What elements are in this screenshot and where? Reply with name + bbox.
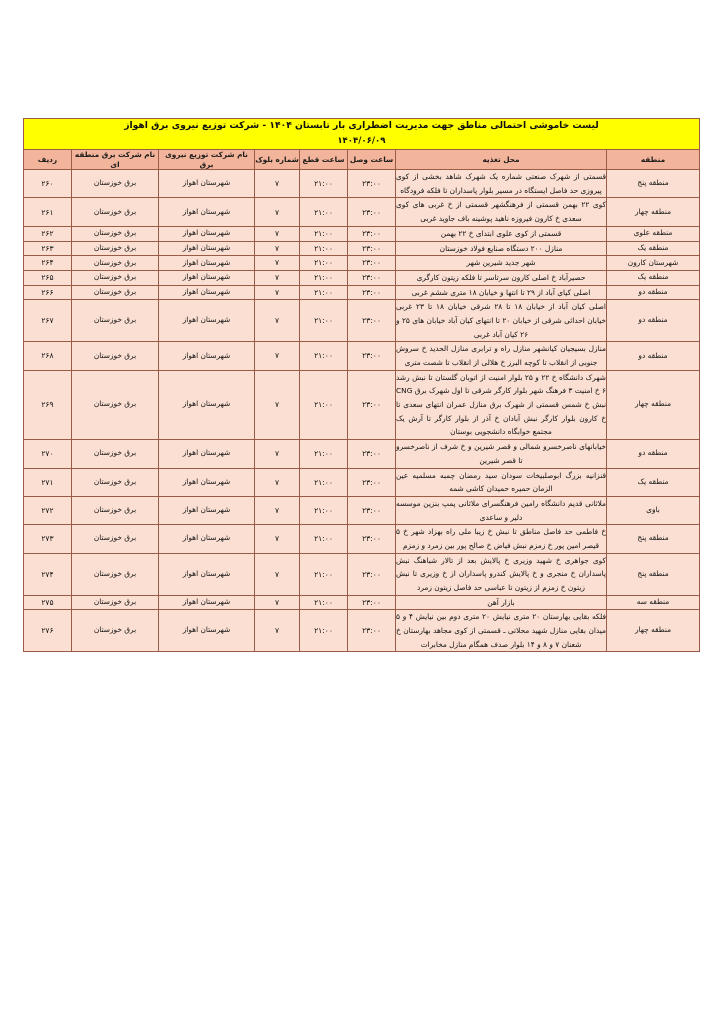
cell-connect-time: ۲۳:۰۰ — [348, 226, 396, 241]
cell-connect-time: ۲۳:۰۰ — [348, 198, 396, 226]
cell-distribution-company: شهرستان اهواز — [159, 226, 255, 241]
outage-sheet — [24, 118, 700, 652]
cell-block-number: ۷ — [255, 468, 300, 496]
cell-distribution-company: شهرستان اهواز — [159, 595, 255, 610]
cell-distribution-company: شهرستان اهواز — [159, 300, 255, 342]
cell-connect-time: ۲۳:۰۰ — [348, 440, 396, 468]
table-row — [23, 170, 699, 198]
cell-row-number: ۲۶۰ — [23, 170, 71, 198]
cell-block-number: ۷ — [255, 370, 300, 439]
cell-region: منطقه چهار — [607, 610, 700, 652]
cell-disconnect-time: ۲۱:۰۰ — [300, 610, 348, 652]
cell-feed: اصلی کیان آباد از خیابان ۱۸ تا ۲۸ شرقی خیابان ۱۸ تا ۲۳ غربی خیابان احداثی شرقی از خیابان ۲۰ تا انتهای کیان آباد خیابان های ۲۵ و ۲۶ کیان آباد غربی — [396, 300, 607, 342]
cell-region: منطقه علوی — [607, 226, 700, 241]
cell-regional-company: برق خوزستان — [72, 198, 159, 226]
table-row — [23, 440, 699, 468]
cell-regional-company: برق خوزستان — [72, 256, 159, 271]
cell-row-number: ۲۷۱ — [23, 468, 71, 496]
cell-disconnect-time: ۲۱:۰۰ — [300, 241, 348, 256]
cell-regional-company: برق خوزستان — [72, 270, 159, 285]
cell-region: منطقه سه — [607, 595, 700, 610]
cell-region: منطقه پنج — [607, 170, 700, 198]
cell-regional-company: برق خوزستان — [72, 595, 159, 610]
cell-connect-time: ۲۳:۰۰ — [348, 610, 396, 652]
cell-row-number: ۲۷۴ — [23, 553, 71, 595]
cell-block-number: ۷ — [255, 595, 300, 610]
cell-row-number: ۲۶۲ — [23, 226, 71, 241]
table-row — [23, 256, 699, 271]
cell-disconnect-time: ۲۱:۰۰ — [300, 553, 348, 595]
cell-block-number: ۷ — [255, 440, 300, 468]
cell-row-number: ۲۶۷ — [23, 300, 71, 342]
cell-connect-time: ۲۳:۰۰ — [348, 270, 396, 285]
cell-connect-time: ۲۳:۰۰ — [348, 285, 396, 300]
table-row — [23, 370, 699, 439]
cell-block-number: ۷ — [255, 496, 300, 524]
cell-row-number: ۲۷۶ — [23, 610, 71, 652]
cell-block-number: ۷ — [255, 270, 300, 285]
cell-regional-company: برق خوزستان — [72, 440, 159, 468]
title-row — [23, 119, 699, 150]
cell-distribution-company: شهرستان اهواز — [159, 241, 255, 256]
column-header-row: ردیف — [23, 150, 71, 170]
cell-feed: کوی ۲۲ بهمن قسمتی از فرهنگشهر قسمتی از خ غربی های کوی سعدی خ کارون فیروزه ناهید پوشینه باف جاوید غربی — [396, 198, 607, 226]
cell-regional-company: برق خوزستان — [72, 241, 159, 256]
cell-distribution-company: شهرستان اهواز — [159, 553, 255, 595]
header-row — [23, 150, 699, 170]
table-body — [23, 170, 699, 652]
cell-distribution-company: شهرستان اهواز — [159, 285, 255, 300]
cell-block-number: ۷ — [255, 342, 300, 370]
cell-distribution-company: شهرستان اهواز — [159, 610, 255, 652]
table-row — [23, 226, 699, 241]
cell-row-number: ۲۶۶ — [23, 285, 71, 300]
cell-region: منطقه یک — [607, 270, 700, 285]
cell-connect-time: ۲۳:۰۰ — [348, 370, 396, 439]
document-title-cell — [23, 119, 699, 150]
cell-distribution-company: شهرستان اهواز — [159, 170, 255, 198]
document-date: ۱۴۰۴/۰۶/۰۹ — [337, 135, 386, 146]
cell-distribution-company: شهرستان اهواز — [159, 525, 255, 553]
cell-regional-company: برق خوزستان — [72, 610, 159, 652]
table-row — [23, 300, 699, 342]
cell-disconnect-time: ۲۱:۰۰ — [300, 342, 348, 370]
cell-region: باوی — [607, 496, 700, 524]
cell-connect-time: ۲۳:۰۰ — [348, 300, 396, 342]
column-header-on: ساعت وصل — [348, 150, 396, 170]
cell-row-number: ۲۷۰ — [23, 440, 71, 468]
cell-block-number: ۷ — [255, 525, 300, 553]
cell-regional-company: برق خوزستان — [72, 553, 159, 595]
cell-block-number: ۷ — [255, 226, 300, 241]
table-row — [23, 496, 699, 524]
column-header-feed: محل تغذیه — [396, 150, 607, 170]
column-header-off: ساعت قطع — [300, 150, 348, 170]
cell-block-number: ۷ — [255, 198, 300, 226]
cell-feed: منازل ۲۰۰ دستگاه صنایع فولاد خوزستان — [396, 241, 607, 256]
cell-block-number: ۷ — [255, 256, 300, 271]
cell-region: منطقه دو — [607, 300, 700, 342]
cell-row-number: ۲۷۳ — [23, 525, 71, 553]
cell-feed: بازار آهن — [396, 595, 607, 610]
cell-feed: قنزانیه بزرگ ابوصلبیخات سودان سید رمضان چمبه مسلمیه عین الزمان حمیره حمیدان کاشی شمه — [396, 468, 607, 496]
cell-feed: قسمتی از شهرک صنعتی شماره یک شهرک شاهد بخشی از کوی پیروزی حد فاصل ایستگاه در مسیر بلوار پاسداران تا فلکه فرودگاه — [396, 170, 607, 198]
cell-regional-company: برق خوزستان — [72, 525, 159, 553]
cell-row-number: ۲۶۹ — [23, 370, 71, 439]
cell-regional-company: برق خوزستان — [72, 285, 159, 300]
cell-regional-company: برق خوزستان — [72, 170, 159, 198]
cell-disconnect-time: ۲۱:۰۰ — [300, 170, 348, 198]
table-row — [23, 525, 699, 553]
cell-disconnect-time: ۲۱:۰۰ — [300, 440, 348, 468]
cell-feed: اصلی کیای آباد از ۲۹ تا انتها و خیابان ۱۸ متری ششم غربی — [396, 285, 607, 300]
table-head — [23, 119, 699, 170]
outage-table — [23, 118, 700, 652]
cell-region: منطقه دو — [607, 285, 700, 300]
cell-connect-time: ۲۳:۰۰ — [348, 256, 396, 271]
column-header-region: منطقه — [607, 150, 700, 170]
cell-block-number: ۷ — [255, 285, 300, 300]
cell-feed: شهر جدید شیرین شهر — [396, 256, 607, 271]
cell-disconnect-time: ۲۱:۰۰ — [300, 285, 348, 300]
cell-block-number: ۷ — [255, 610, 300, 652]
table-row — [23, 241, 699, 256]
cell-block-number: ۷ — [255, 300, 300, 342]
table-row — [23, 342, 699, 370]
cell-distribution-company: شهرستان اهواز — [159, 198, 255, 226]
cell-block-number: ۷ — [255, 241, 300, 256]
cell-regional-company: برق خوزستان — [72, 496, 159, 524]
cell-row-number: ۲۶۴ — [23, 256, 71, 271]
table-row — [23, 198, 699, 226]
cell-region: منطقه پنج — [607, 553, 700, 595]
cell-feed: فلکه بقایی بهارستان ۲۰ متری نیایش ۲۰ متری دوم بین نیایش ۴ و ۵ میدان بقایی منازل شهید محلاتی ـ قسمتی از کوی مجاهد بهارستان خ شعنان ۷ و ۸ و ۱۴ بلوار صدف همگام منازل مخابرات — [396, 610, 607, 652]
cell-row-number: ۲۶۵ — [23, 270, 71, 285]
cell-region: منطقه دو — [607, 342, 700, 370]
cell-region: منطقه پنج — [607, 525, 700, 553]
cell-region: شهرستان کارون — [607, 256, 700, 271]
cell-feed: حصیرآباد خ اصلی کارون سرتاسر تا فلکه زیتون کارگری — [396, 270, 607, 285]
table-row — [23, 270, 699, 285]
cell-regional-company: برق خوزستان — [72, 342, 159, 370]
document-title: لیست خاموشی احتمالی مناطق جهت مدیریت اضطراری بار تابستان ۱۴۰۴ - شرکت توزیع نیروی برق اهواز — [124, 120, 599, 131]
cell-row-number: ۲۷۲ — [23, 496, 71, 524]
column-header-regional: نام شرکت برق منطقه ای — [72, 150, 159, 170]
cell-connect-time: ۲۳:۰۰ — [348, 553, 396, 595]
cell-region: منطقه چهار — [607, 198, 700, 226]
cell-row-number: ۲۶۳ — [23, 241, 71, 256]
column-header-dist: نام شرکت توزیع نیروی برق — [159, 150, 255, 170]
cell-disconnect-time: ۲۱:۰۰ — [300, 300, 348, 342]
cell-region: منطقه دو — [607, 440, 700, 468]
cell-disconnect-time: ۲۱:۰۰ — [300, 226, 348, 241]
cell-distribution-company: شهرستان اهواز — [159, 342, 255, 370]
cell-connect-time: ۲۳:۰۰ — [348, 342, 396, 370]
table-row — [23, 610, 699, 652]
cell-feed: خ فاطمی حد فاصل مناطق تا نبش خ زیبا ملی راه بهزاد شهر خ ۵ قیصر امین پور خ زمزم نبش فیاض خ صالح پور بین زمرد و زمزم — [396, 525, 607, 553]
cell-regional-company: برق خوزستان — [72, 468, 159, 496]
cell-connect-time: ۲۳:۰۰ — [348, 525, 396, 553]
cell-distribution-company: شهرستان اهواز — [159, 256, 255, 271]
cell-connect-time: ۲۳:۰۰ — [348, 496, 396, 524]
cell-feed: ملاثانی قدیم دانشگاه رامین فرهنگسرای ملاثانی پمپ بنزین موسسه دلیر و ساعدی — [396, 496, 607, 524]
cell-feed: منازل بسیجیان کیانشهر منازل راه و ترابری منازل الحدید خ سروش جنوبی از انقلاب تا کوچه البرز خ هلالی از انقلاب تا شصت متری — [396, 342, 607, 370]
cell-row-number: ۲۶۱ — [23, 198, 71, 226]
cell-distribution-company: شهرستان اهواز — [159, 270, 255, 285]
cell-disconnect-time: ۲۱:۰۰ — [300, 496, 348, 524]
cell-block-number: ۷ — [255, 170, 300, 198]
cell-feed: قسمتی از کوی علوی ابتدای خ ۲۲ بهمن — [396, 226, 607, 241]
cell-connect-time: ۲۳:۰۰ — [348, 595, 396, 610]
cell-feed: کوی جواهری خ شهید وزیری خ پالایش بعد از تالار شباهنگ نبش پاسداران خ منجری و خ پالایش کندرو پاسداران از خ وزیری تا نبش زیتون خ زمزم از زیتون تا عباسی حد فاصل زیتون زمرد — [396, 553, 607, 595]
cell-feed: شهرک دانشگاه خ ۲۲ و ۲۵ بلوار امنیت از اتوبان گلستان تا نبش رشد ۶ خ امنیت ۳ فرهنگ شهر بلوار کارگر شرقی تا اول شهرک برق CNG نبش خ شمس قسمتی از شهرک برق منازل عمران انتهای سعدی تا خ کارون بلوار کارگر نبش آبادان خ آذر از بلوار کارگر تا آرش یک مجتمع خوابگاه دانشجویی بوستان — [396, 370, 607, 439]
table-row — [23, 595, 699, 610]
cell-distribution-company: شهرستان اهواز — [159, 468, 255, 496]
cell-regional-company: برق خوزستان — [72, 370, 159, 439]
cell-disconnect-time: ۲۱:۰۰ — [300, 270, 348, 285]
cell-disconnect-time: ۲۱:۰۰ — [300, 198, 348, 226]
table-row — [23, 468, 699, 496]
cell-disconnect-time: ۲۱:۰۰ — [300, 256, 348, 271]
table-row — [23, 553, 699, 595]
cell-region: منطقه یک — [607, 241, 700, 256]
cell-feed: خیابانهای ناصرخسرو شمالی و قصر شیرین و خ شرف از ناصرخسرو تا قصر شیرین — [396, 440, 607, 468]
cell-distribution-company: شهرستان اهواز — [159, 370, 255, 439]
cell-disconnect-time: ۲۱:۰۰ — [300, 370, 348, 439]
cell-regional-company: برق خوزستان — [72, 300, 159, 342]
table-row — [23, 285, 699, 300]
cell-regional-company: برق خوزستان — [72, 226, 159, 241]
cell-region: منطقه یک — [607, 468, 700, 496]
cell-disconnect-time: ۲۱:۰۰ — [300, 468, 348, 496]
cell-distribution-company: شهرستان اهواز — [159, 496, 255, 524]
cell-disconnect-time: ۲۱:۰۰ — [300, 595, 348, 610]
cell-disconnect-time: ۲۱:۰۰ — [300, 525, 348, 553]
column-header-block: شماره بلوک — [255, 150, 300, 170]
cell-block-number: ۷ — [255, 553, 300, 595]
cell-region: منطقه چهار — [607, 370, 700, 439]
cell-connect-time: ۲۳:۰۰ — [348, 468, 396, 496]
cell-distribution-company: شهرستان اهواز — [159, 440, 255, 468]
cell-connect-time: ۲۳:۰۰ — [348, 170, 396, 198]
cell-connect-time: ۲۳:۰۰ — [348, 241, 396, 256]
cell-row-number: ۲۶۸ — [23, 342, 71, 370]
cell-row-number: ۲۷۵ — [23, 595, 71, 610]
